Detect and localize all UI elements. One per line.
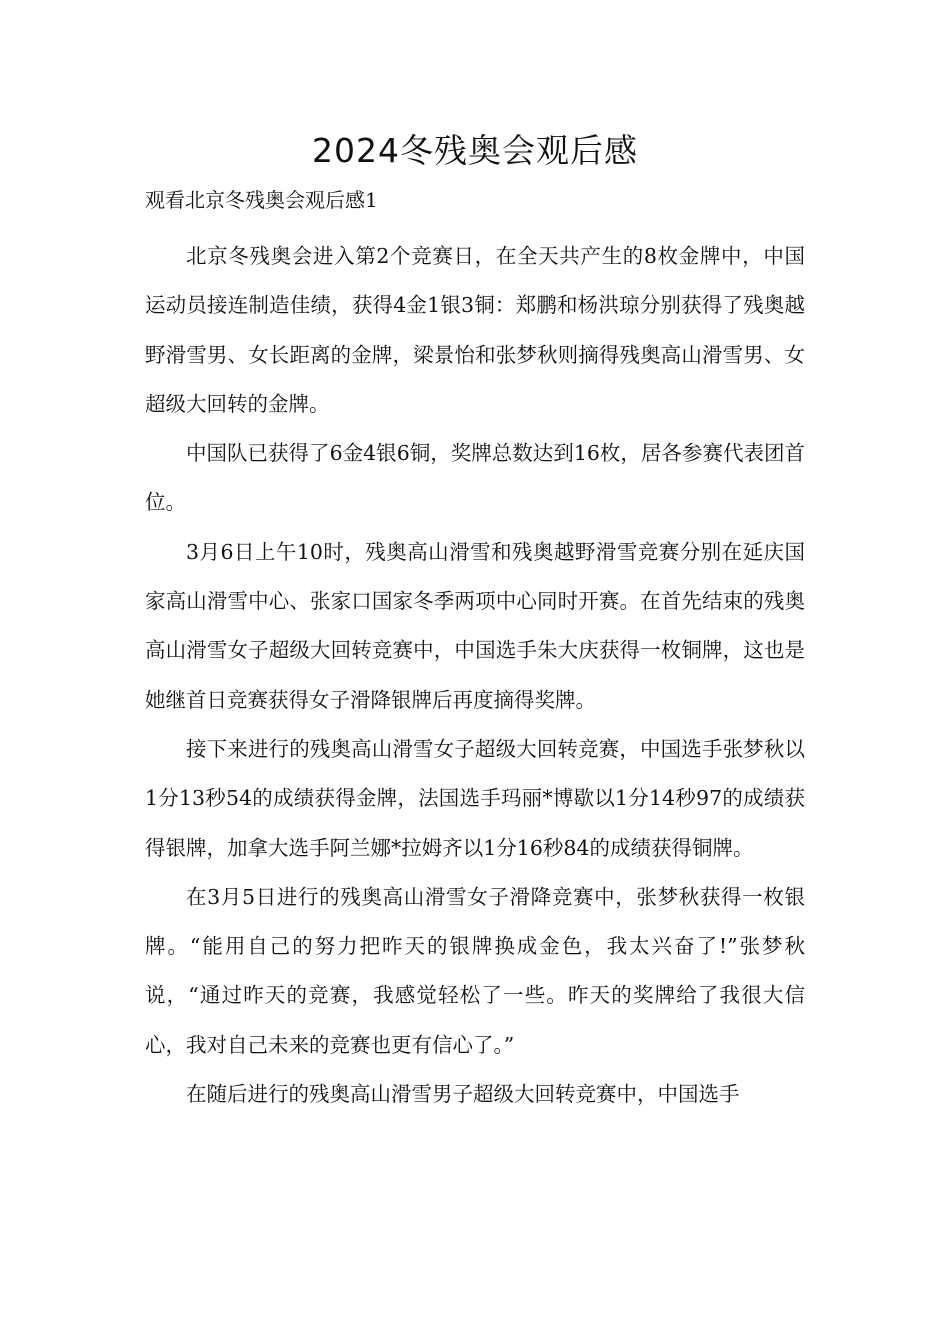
document-subtitle: 观看北京冬残奥会观后感1 (145, 188, 378, 212)
paragraph: 在随后进行的残奥高山滑雪男子超级大回转竞赛中，中国选手 (186, 1082, 740, 1107)
document-title: 2024冬残奥会观后感 (312, 131, 638, 170)
document-body (145, 232, 805, 1119)
paragraph: 在3月5日进行的残奥高山滑雪女子滑降竞赛中，张梦秋获得一枚银牌。“能用自己的努力把昨天的银牌换成金色，我太兴奋了!”张梦秋说，“通过昨天的竞赛，我感觉轻松了一些。昨天的奖牌给了我很大信心，我对自己未来的竞赛也更有信心了。” (145, 884, 805, 1057)
paragraph: 北京冬残奥会进入第2个竞赛日，在全天共产生的8枚金牌中，中国运动员接连制造佳绩，获得4金1银3铜：郑鹏和杨洪琼分别获得了残奥越野滑雪男、女长距离的金牌，梁景怡和张梦秋则摘得残奥高山滑雪男、女超级大回转的金牌。 (145, 244, 805, 416)
paragraph: 中国队已获得了6金4银6铜，奖牌总数达到16枚，居各参赛代表团首位。 (145, 441, 805, 515)
paragraph: 3月6日上午10时，残奥高山滑雪和残奥越野滑雪竞赛分别在延庆国家高山滑雪中心、张家口国家冬季两项中心同时开赛。在首先结束的残奥高山滑雪女子超级大回转竞赛中，中国选手朱大庆获得一枚铜牌，这也是她继首日竞赛获得女子滑降银牌后再度摘得奖牌。 (145, 539, 805, 712)
paragraph: 接下来进行的残奥高山滑雪女子超级大回转竞赛，中国选手张梦秋以1分13秒54的成绩获得金牌，法国选手玛丽*博歇以1分14秒97的成绩获得银牌，加拿大选手阿兰娜*拉姆齐以1分16秒84的成绩获得铜牌。 (145, 736, 805, 860)
